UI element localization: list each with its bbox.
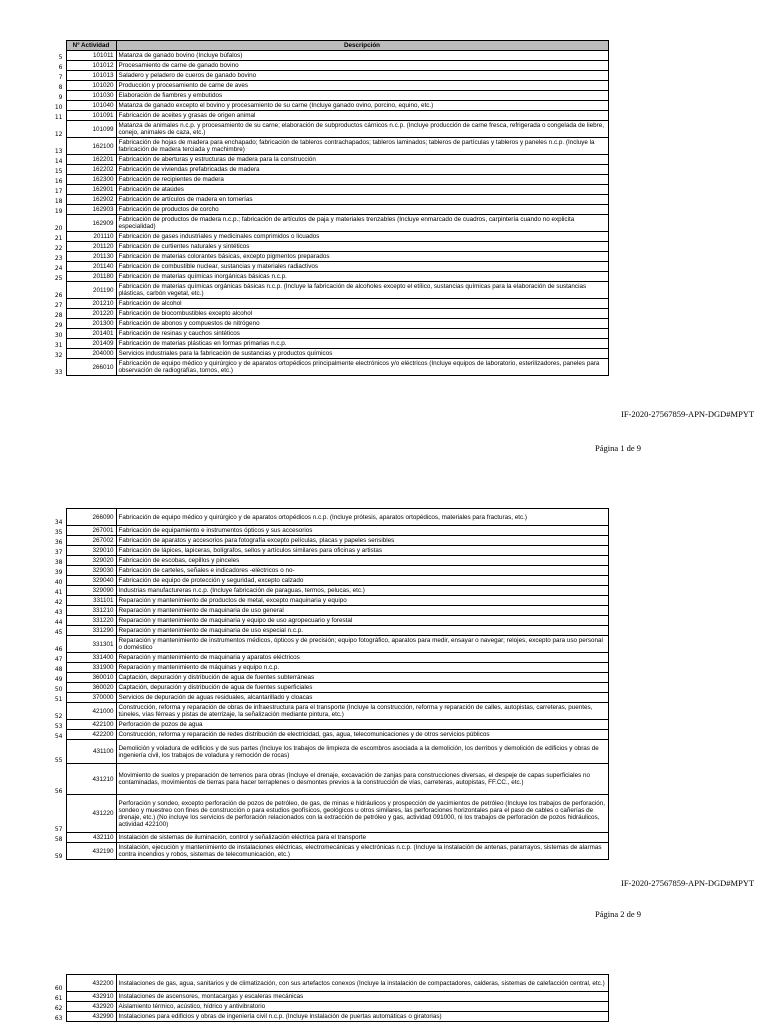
document-reference: IF-2020-27567859-APN-DGD#MPYT [621, 409, 755, 419]
description-header: Descripción [116, 41, 608, 51]
table-row [30, 138, 608, 155]
document-reference: IF-2020-27567859-APN-DGD#MPYT [621, 878, 755, 888]
activity-code: 360020 [66, 683, 116, 693]
row-number: 22 [54, 244, 63, 252]
row-number: 42 [54, 598, 63, 606]
activity-description: Instalaciones de ascensores, montacargas y escaleras mecánicas [116, 992, 608, 1002]
table-row [30, 272, 608, 282]
table-row [30, 155, 608, 165]
activity-description: Servicios industriales para la fabricación de sustancias y productos químicos [116, 349, 608, 359]
activity-code: 204000 [66, 349, 116, 359]
activity-code: 432190 [66, 843, 116, 860]
activity-description: Fabricación de biocombustibles excepto alcohol [116, 309, 608, 319]
activity-description: Reparación y mantenimiento de instrumentos médicos, ópticos y de precisión; equipo fotográfico, aparatos para medir, ensayar o navegar; relojes, excepto para uso personal o doméstico [116, 636, 608, 653]
activity-code: 331290 [66, 626, 116, 636]
table-row [30, 309, 608, 319]
table-row [30, 111, 608, 121]
activity-description: Fabricación de gases industriales y medicinales comprimidos o licuados [116, 232, 608, 242]
activity-description: Fabricación de productos de madera n.c.p.; fabricación de artículos de paja y materiales trenzables (Incluye enmarcado de cuadros, carpintería cuando no explicita especialidad) [116, 215, 608, 232]
activity-description: Movimiento de suelos y preparación de terrenos para obras (Incluye el drenaje, excavación de zanjas para construcciones diversas, el despeje de capas superficiales no contaminadas, movimientos de tierras para hacer terraplenes o desmontes previos a la construcción de vías, carreteras, autopistas, FF.CC., etc.) [116, 764, 608, 795]
row-number: 45 [54, 628, 63, 636]
table-row [30, 282, 608, 299]
table-row [30, 252, 608, 262]
activity-description: Fabricación de resinas y cauchos sintéticos [116, 329, 608, 339]
table-row [30, 703, 608, 720]
activity-description: Instalaciones de gas, agua, sanitarios y de climatización, con sus artefactos conexos (Incluye la instalación de compactadores, calderas, sistemas de calefacción central, etc.) [116, 975, 608, 992]
activity-code: 201409 [66, 339, 116, 349]
table-row [30, 653, 608, 663]
row-number: 21 [54, 234, 63, 242]
table-row [30, 232, 608, 242]
table-row [30, 546, 608, 556]
table-row [30, 616, 608, 626]
activity-description: Fabricación de aceites y grasas de origen animal [116, 111, 608, 121]
table-row [30, 566, 608, 576]
table-row [30, 262, 608, 272]
row-number: 25 [54, 274, 63, 282]
row-number: 18 [54, 197, 63, 205]
activity-code: 201120 [66, 242, 116, 252]
activity-code: 421000 [66, 703, 116, 720]
activity-description: Reparación y mantenimiento de productos de metal, excepto maquinaria y equipo [116, 596, 608, 606]
table-row [30, 536, 608, 546]
activity-description: Fabricación de alcohol [116, 299, 608, 309]
table-row [30, 730, 608, 740]
table-row [30, 693, 608, 703]
activity-code: 201140 [66, 262, 116, 272]
table-row [30, 673, 608, 683]
activity-code: 329030 [66, 566, 116, 576]
activity-code: 101020 [66, 81, 116, 91]
row-number: 13 [54, 147, 63, 155]
activity-description: Industrias manufactureras n.c.p. (Incluye fabricación de paraguas, termos, pelucas, etc.) [116, 586, 608, 596]
row-number: 23 [54, 254, 63, 262]
activity-code: 360010 [66, 673, 116, 683]
activity-description: Servicios de depuración de aguas residuales, alcantarillado y cloacas [116, 693, 608, 703]
table-row [30, 606, 608, 616]
activity-description: Fabricación de carteles, señales e indicadores -eléctricos o no- [116, 566, 608, 576]
activity-code: 101091 [66, 111, 116, 121]
table-row [30, 101, 608, 111]
activity-code: 329040 [66, 576, 116, 586]
row-number: 36 [54, 538, 63, 546]
row-number: 17 [54, 187, 63, 195]
table-row [30, 175, 608, 185]
activity-code: 201130 [66, 252, 116, 262]
activity-code: 329010 [66, 546, 116, 556]
row-number: 16 [54, 177, 63, 185]
activity-description: Saladero y peladero de cueros de ganado bovino [116, 71, 608, 81]
activity-description: Reparación y mantenimiento de maquinaria y equipo de uso agropecuario y forestal [116, 616, 608, 626]
row-number: 14 [54, 157, 63, 165]
table-row [30, 720, 608, 730]
activity-description: Fabricación de lápices, lapiceras, bolígrafos, sellos y artículos similares para oficinas y artistas [116, 546, 608, 556]
activity-description: Fabricación de aberturas y estructuras de madera para la construcción [116, 155, 608, 165]
row-number: 19 [54, 207, 63, 215]
row-number: 52 [54, 712, 63, 720]
activity-description: Fabricación de materias colorantes básicas, excepto pigmentos preparados [116, 252, 608, 262]
activity-code: 162901 [66, 185, 116, 195]
activity-description: Matanza de ganado bovino (Incluye búfalos) [116, 51, 608, 61]
activity-code: 331301 [66, 636, 116, 653]
row-number: 46 [54, 645, 63, 653]
table-row [30, 51, 608, 61]
activity-code: 201110 [66, 232, 116, 242]
activity-description: Fabricación de recipientes de madera [116, 175, 608, 185]
activity-description: Fabricación de productos de corcho [116, 205, 608, 215]
row-number: 10 [54, 103, 63, 111]
table-row [30, 81, 608, 91]
table-row [30, 975, 608, 992]
activity-code: 370000 [66, 693, 116, 703]
table-row [30, 795, 608, 833]
activity-description: Reparación y mantenimiento de maquinaria de uso especial n.c.p. [116, 626, 608, 636]
activity-code: 432990 [66, 1012, 116, 1022]
activity-code-header: Nº Actividad [66, 41, 116, 51]
activity-description: Fabricación de equipo médico y quirúrgico y de aparatos ortopédicos n.c.p. (Incluye prótesis, aparatos ortopédicos, materiales para fracturas, etc.) [116, 509, 608, 526]
table-row [30, 299, 608, 309]
row-number: 49 [54, 675, 63, 683]
activity-code: 101040 [66, 101, 116, 111]
activity-description: Reparación y mantenimiento de maquinaria y aparatos eléctricos [116, 653, 608, 663]
row-number: 33 [54, 368, 63, 376]
table-row [30, 319, 608, 329]
activity-description: Perforación y sondeo, excepto perforación de pozos de petróleo, de gas, de minas e hidráulicos y prospección de yacimientos de petróleo (Incluye los trabajos de perforación, sondeo y muestreo con fines de construcción o para estudios geofísicos, geológicos u otros similares, las perforaciones horizontales para el paso de cables o cañerías de drenaje, etc.) (No incluye los servicios de perforación relacionados con la extracción de petróleo y gas, actividad 091000, ni los trabajos de perforación de pozos hidráulicos, actividad 422100) [116, 795, 608, 833]
table-row [30, 205, 608, 215]
activity-code: 331101 [66, 596, 116, 606]
activity-description: Fabricación de artículos de madera en tornerías [116, 195, 608, 205]
row-number: 43 [54, 608, 63, 616]
row-number: 61 [54, 994, 63, 1002]
row-number: 34 [54, 518, 63, 526]
activity-description: Reparación y mantenimiento de maquinaria de uso general [116, 606, 608, 616]
table-row [30, 185, 608, 195]
row-number: 5 [58, 53, 63, 61]
table-row [30, 556, 608, 566]
row-number-header [30, 41, 66, 51]
activity-description: Elaboración de fiambres y embutidos [116, 91, 608, 101]
row-number: 29 [54, 321, 63, 329]
activity-description: Fabricación de combustible nuclear, sustancias y materiales radiactivos [116, 262, 608, 272]
row-number: 35 [54, 528, 63, 536]
table-row [30, 586, 608, 596]
activity-code: 101099 [66, 121, 116, 138]
table-block-page-2 [30, 508, 609, 860]
table-row [30, 663, 608, 673]
table-row [30, 121, 608, 138]
table-header-row [30, 41, 608, 51]
activity-code: 201401 [66, 329, 116, 339]
activity-description: Fabricación de ataúdes [116, 185, 608, 195]
activity-code: 431100 [66, 740, 116, 764]
activity-description: Producción y procesamiento de carne de aves [116, 81, 608, 91]
activity-code: 331900 [66, 663, 116, 673]
row-number: 11 [54, 113, 63, 121]
row-number: 55 [54, 756, 63, 764]
row-number: 32 [54, 351, 63, 359]
activity-code: 162202 [66, 165, 116, 175]
activity-code: 422200 [66, 730, 116, 740]
row-number: 12 [54, 130, 63, 138]
activity-description: Fabricación de materias plásticas en formas primarias n.c.p. [116, 339, 608, 349]
row-number: 41 [54, 588, 63, 596]
page-number: Página 1 de 9 [595, 443, 642, 453]
activity-code: 431220 [66, 795, 116, 833]
activity-code: 101030 [66, 91, 116, 101]
activity-code: 422100 [66, 720, 116, 730]
activity-description: Instalación, ejecución y mantenimiento de instalaciones eléctricas, electromecánicas y electrónicas n.c.p. (Incluye la instalación de antenas, pararrayos, sistemas de alarmas contra incendios y robos, sistemas de telecomunicación, etc.) [116, 843, 608, 860]
activity-code: 266010 [66, 359, 116, 376]
activity-description: Fabricación de abonos y compuestos de nitrógeno [116, 319, 608, 329]
activity-description: Reparación y mantenimiento de máquinas y equipo n.c.p. [116, 663, 608, 673]
activity-description: Fabricación de equipo médico y quirúrgico y de aparatos ortopédicos principalmente electrónicos y/o eléctricos (Incluye equipos de laboratorio, esterilizadores, paneles para observación de radiografías, tornos, etc.) [116, 359, 608, 376]
activities-table-page-3 [30, 974, 609, 1022]
row-number: 63 [54, 1014, 63, 1022]
activity-code: 331400 [66, 653, 116, 663]
row-number: 38 [54, 558, 63, 566]
activity-description: Fabricación de curtientes naturales y sintéticos [116, 242, 608, 252]
activity-code: 266090 [66, 509, 116, 526]
activity-description: Instalación de sistemas de iluminación, control y señalización eléctrica para el transporte [116, 833, 608, 843]
activity-code: 432200 [66, 975, 116, 992]
activity-description: Construcción, reforma y reparación de redes distribución de electricidad, gas, agua, telecomunicaciones y de otros servicios públicos [116, 730, 608, 740]
row-number: 51 [54, 695, 63, 703]
activity-description: Fabricación de viviendas prefabricadas de madera [116, 165, 608, 175]
table-row [30, 576, 608, 586]
row-number: 15 [54, 167, 63, 175]
activity-code: 331210 [66, 606, 116, 616]
activity-description: Fabricación de escobas, cepillos y pinceles [116, 556, 608, 566]
table-body [30, 975, 608, 1022]
table-row [30, 349, 608, 359]
activity-description: Instalaciones para edificios y obras de ingeniería civil n.c.p. (Incluye instalación de puertas automáticas o giratorias) [116, 1012, 608, 1022]
activity-description: Fabricación de hojas de madera para enchapado; fabricación de tableros contrachapados; tableros laminados; tableros de partículas y tableros y paneles n.c.p. (Incluye la fabricación de madera terciada y machimbre) [116, 138, 608, 155]
row-number: 26 [54, 291, 63, 299]
table-row [30, 242, 608, 252]
activity-code: 329090 [66, 586, 116, 596]
table-row [30, 509, 608, 526]
activity-description: Fabricación de equipo de protección y seguridad, excepto calzado [116, 576, 608, 586]
table-row [30, 843, 608, 860]
activity-code: 162201 [66, 155, 116, 165]
row-number: 48 [54, 665, 63, 673]
table-row [30, 626, 608, 636]
activity-code: 331220 [66, 616, 116, 626]
table-row [30, 636, 608, 653]
row-number: 50 [54, 685, 63, 693]
row-number: 40 [54, 578, 63, 586]
row-number: 8 [58, 83, 63, 91]
row-number: 44 [54, 618, 63, 626]
activity-code: 101011 [66, 51, 116, 61]
table-row [30, 329, 608, 339]
activity-code: 267002 [66, 536, 116, 546]
row-number: 47 [54, 655, 63, 663]
table-body [30, 51, 608, 376]
activity-code: 162903 [66, 205, 116, 215]
activity-description: Fabricación de materias químicas orgánicas básicas n.c.p. (Incluye la fabricación de alcoholes excepto el etílico, sustancias químicas para la elaboración de sustancias plásticas, carbón vegetal, etc.) [116, 282, 608, 299]
row-number: 54 [54, 732, 63, 740]
activity-code: 201180 [66, 272, 116, 282]
activity-description: Captación, depuración y distribución de agua de fuentes superficiales [116, 683, 608, 693]
table-row [30, 71, 608, 81]
table-row [30, 215, 608, 232]
activity-description: Fabricación de materias químicas inorgánicas básicas n.c.p. [116, 272, 608, 282]
activity-code: 201190 [66, 282, 116, 299]
activity-code: 432110 [66, 833, 116, 843]
activity-description: Demolición y voladura de edificios y de sus partes (Incluye los trabajos de limpieza de escombros asociada a la demolición, los derribos y demolición de edificios y obras de ingeniería civil, los trabajos de voladura y remoción de rocas) [116, 740, 608, 764]
table-row [30, 91, 608, 101]
activity-code: 431210 [66, 764, 116, 795]
row-number: 28 [54, 311, 63, 319]
table-block-page-1 [30, 40, 609, 376]
activity-description: Fabricación de equipamiento e instrumentos ópticos y sus accesorios [116, 526, 608, 536]
table-row [30, 61, 608, 71]
table-row [30, 526, 608, 536]
row-number: 6 [58, 63, 63, 71]
row-number: 37 [54, 548, 63, 556]
row-number: 59 [54, 852, 63, 860]
activity-description: Fabricación de aparatos y accesorios para fotografía excepto películas, placas y papeles sensibles [116, 536, 608, 546]
row-number: 7 [58, 73, 63, 81]
activity-code: 101012 [66, 61, 116, 71]
table-row [30, 339, 608, 349]
activity-code: 267001 [66, 526, 116, 536]
table-row [30, 1012, 608, 1022]
table-row [30, 359, 608, 376]
activity-code: 432910 [66, 992, 116, 1002]
page-number: Página 2 de 9 [595, 909, 642, 919]
activity-description: Captación, depuración y distribución de agua de fuentes subterráneas [116, 673, 608, 683]
row-number: 60 [54, 984, 63, 992]
row-number: 9 [58, 93, 63, 101]
row-number: 27 [54, 301, 63, 309]
row-number: 56 [54, 787, 63, 795]
activity-code: 162909 [66, 215, 116, 232]
row-number: 39 [54, 568, 63, 576]
row-number: 53 [54, 722, 63, 730]
activity-code: 432920 [66, 1002, 116, 1012]
activity-code: 201220 [66, 309, 116, 319]
table-block-page-3 [30, 974, 609, 1022]
activity-code: 201300 [66, 319, 116, 329]
activities-table-page-1 [30, 40, 609, 376]
activity-description: Matanza de animales n.c.p. y procesamiento de su carne; elaboración de subproductos cárnicos n.c.p. (Incluye producción de carne fresca, refrigerada o congelada de liebre, conejo, animales de caza, etc.) [116, 121, 608, 138]
activities-table-page-2 [30, 508, 609, 860]
activity-description: Construcción, reforma y reparación de obras de infraestructura para el transporte (Incluye la construcción, reforma y reparación de calles, autopistas, carreteras, puentes, túneles, vías férreas y pistas de aterrizaje, la señalización mediante pintura, etc.) [116, 703, 608, 720]
table-row [30, 596, 608, 606]
activity-code: 201210 [66, 299, 116, 309]
row-number: 31 [54, 341, 63, 349]
table-row [30, 764, 608, 795]
table-row [30, 833, 608, 843]
table-row [30, 683, 608, 693]
activity-code: 329020 [66, 556, 116, 566]
row-number: 57 [54, 825, 63, 833]
table-body [30, 509, 608, 860]
activity-code: 162100 [66, 138, 116, 155]
activity-code: 162300 [66, 175, 116, 185]
row-number: 62 [54, 1004, 63, 1012]
activity-description: Matanza de ganado excepto el bovino y procesamiento de su carne (Incluye ganado ovino, porcino, equino, etc.) [116, 101, 608, 111]
table-row [30, 740, 608, 764]
activity-description: Aislamiento térmico, acústico, hídrico y antivibratorio [116, 1002, 608, 1012]
row-number: 20 [54, 224, 63, 232]
row-number: 24 [54, 264, 63, 272]
activity-description: Perforación de pozos de agua [116, 720, 608, 730]
activity-code: 101013 [66, 71, 116, 81]
table-row [30, 165, 608, 175]
activity-description: Procesamiento de carne de ganado bovino [116, 61, 608, 71]
table-row [30, 1002, 608, 1012]
table-row [30, 195, 608, 205]
table-row [30, 992, 608, 1002]
activity-code: 162902 [66, 195, 116, 205]
row-number: 30 [54, 331, 63, 339]
row-number: 58 [54, 835, 63, 843]
